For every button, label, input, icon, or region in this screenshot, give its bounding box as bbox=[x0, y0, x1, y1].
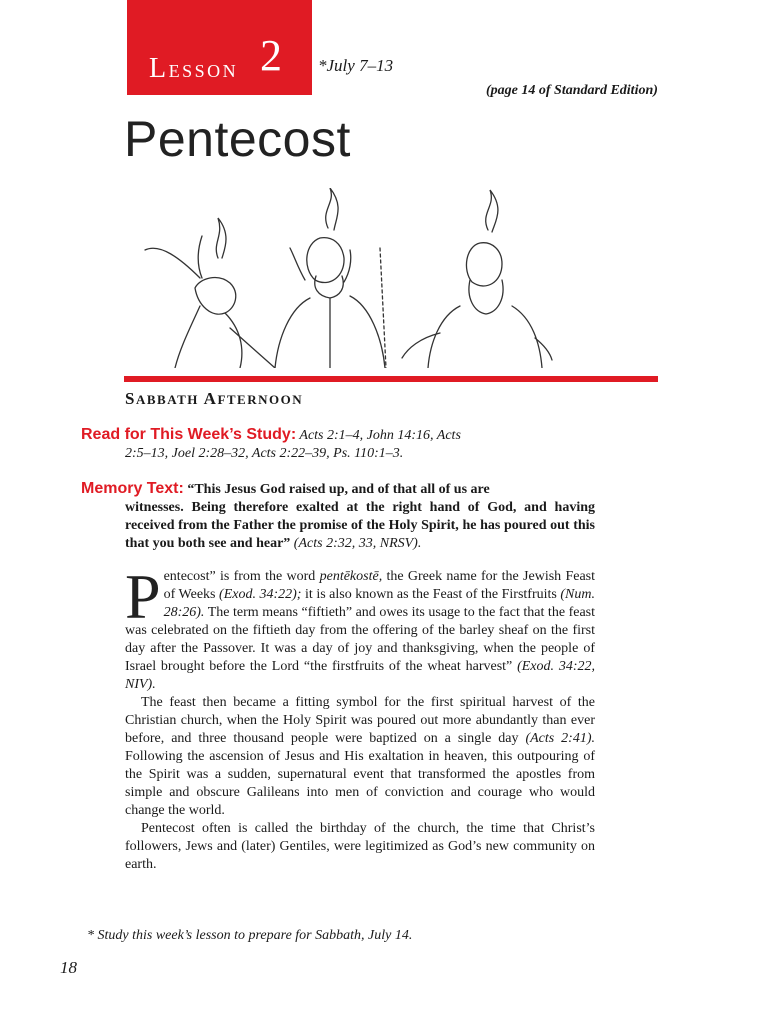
page-title: Pentecost bbox=[124, 111, 351, 167]
paragraph-2: The feast then became a fitting symbol for the first spiritual harvest of the Christian church, when the Holy Spirit was poured out more abundantly than ever before, and three thousand people were baptized on a single day (Acts 2:41). Following the ascension of Jesus and His exaltation in heaven, this outpouring of the Spirit was a sudden, supernatural event that transformed the apostles from simple and obscure Galileans into men of conviction and courage who would change the world. bbox=[125, 695, 595, 818]
memory-text-rest: witnesses. Being therefore exalted at the right hand of God, and having received from the Father the promise of the Holy Spirit, he has poured out this that you both see and hear” bbox=[125, 500, 595, 551]
pentecost-illustration bbox=[140, 188, 560, 368]
lesson-body bbox=[125, 561, 596, 874]
paragraph-3: Pentecost often is called the birthday of the church, the time that Christ’s followers, Jews and (later) Gentiles, were legitimized as God’s new community on earth. bbox=[125, 821, 595, 872]
read-for-study bbox=[81, 426, 595, 463]
memory-label: Memory Text: bbox=[81, 480, 184, 497]
drop-cap: P bbox=[125, 561, 161, 632]
lesson-dates: *July 7–13 bbox=[318, 56, 394, 75]
read-refs-line2: 2:5–13, Joel 2:28–32, Acts 2:22–39, Ps. 110:1–3. bbox=[125, 446, 404, 461]
section-divider bbox=[124, 376, 658, 382]
read-refs-line1: Acts 2:1–4, John 14:16, Acts bbox=[296, 428, 461, 443]
read-label: Read for This Week’s Study: bbox=[81, 426, 297, 443]
lesson-number: 2 bbox=[260, 31, 282, 80]
memory-text-line1: “This Jesus God raised up, and of that all of us are bbox=[183, 482, 490, 497]
edition-note: (page 14 of Standard Edition) bbox=[486, 83, 658, 98]
memory-ref: (Acts 2:32, 33, NRSV). bbox=[290, 536, 422, 551]
footnote: * Study this week’s lesson to prepare for Sabbath, July 14. bbox=[87, 928, 413, 943]
section-heading: SABBATH AFTERNOON bbox=[125, 389, 304, 408]
lesson-label: LESSON bbox=[149, 53, 239, 84]
page-number: 18 bbox=[60, 958, 77, 977]
memory-text bbox=[81, 480, 595, 553]
paragraph-1: Pentecost” is from the word pentēkostē, the Greek name for the Jewish Feast of Weeks (Exod. 34:22); it is also known as the Feast of the Firstfruits (Num. 28:26). The term means “fiftieth” and owes its usage to the fact that the feast was celebrated on the fiftieth day from the offering of the barley sheaf on the first day after the Passover. It was a day of joy and thanksgiving, when the people of Israel brought before the Lord “the firstfruits of the wheat harvest” (Exod. 34:22, NIV). bbox=[125, 561, 596, 692]
